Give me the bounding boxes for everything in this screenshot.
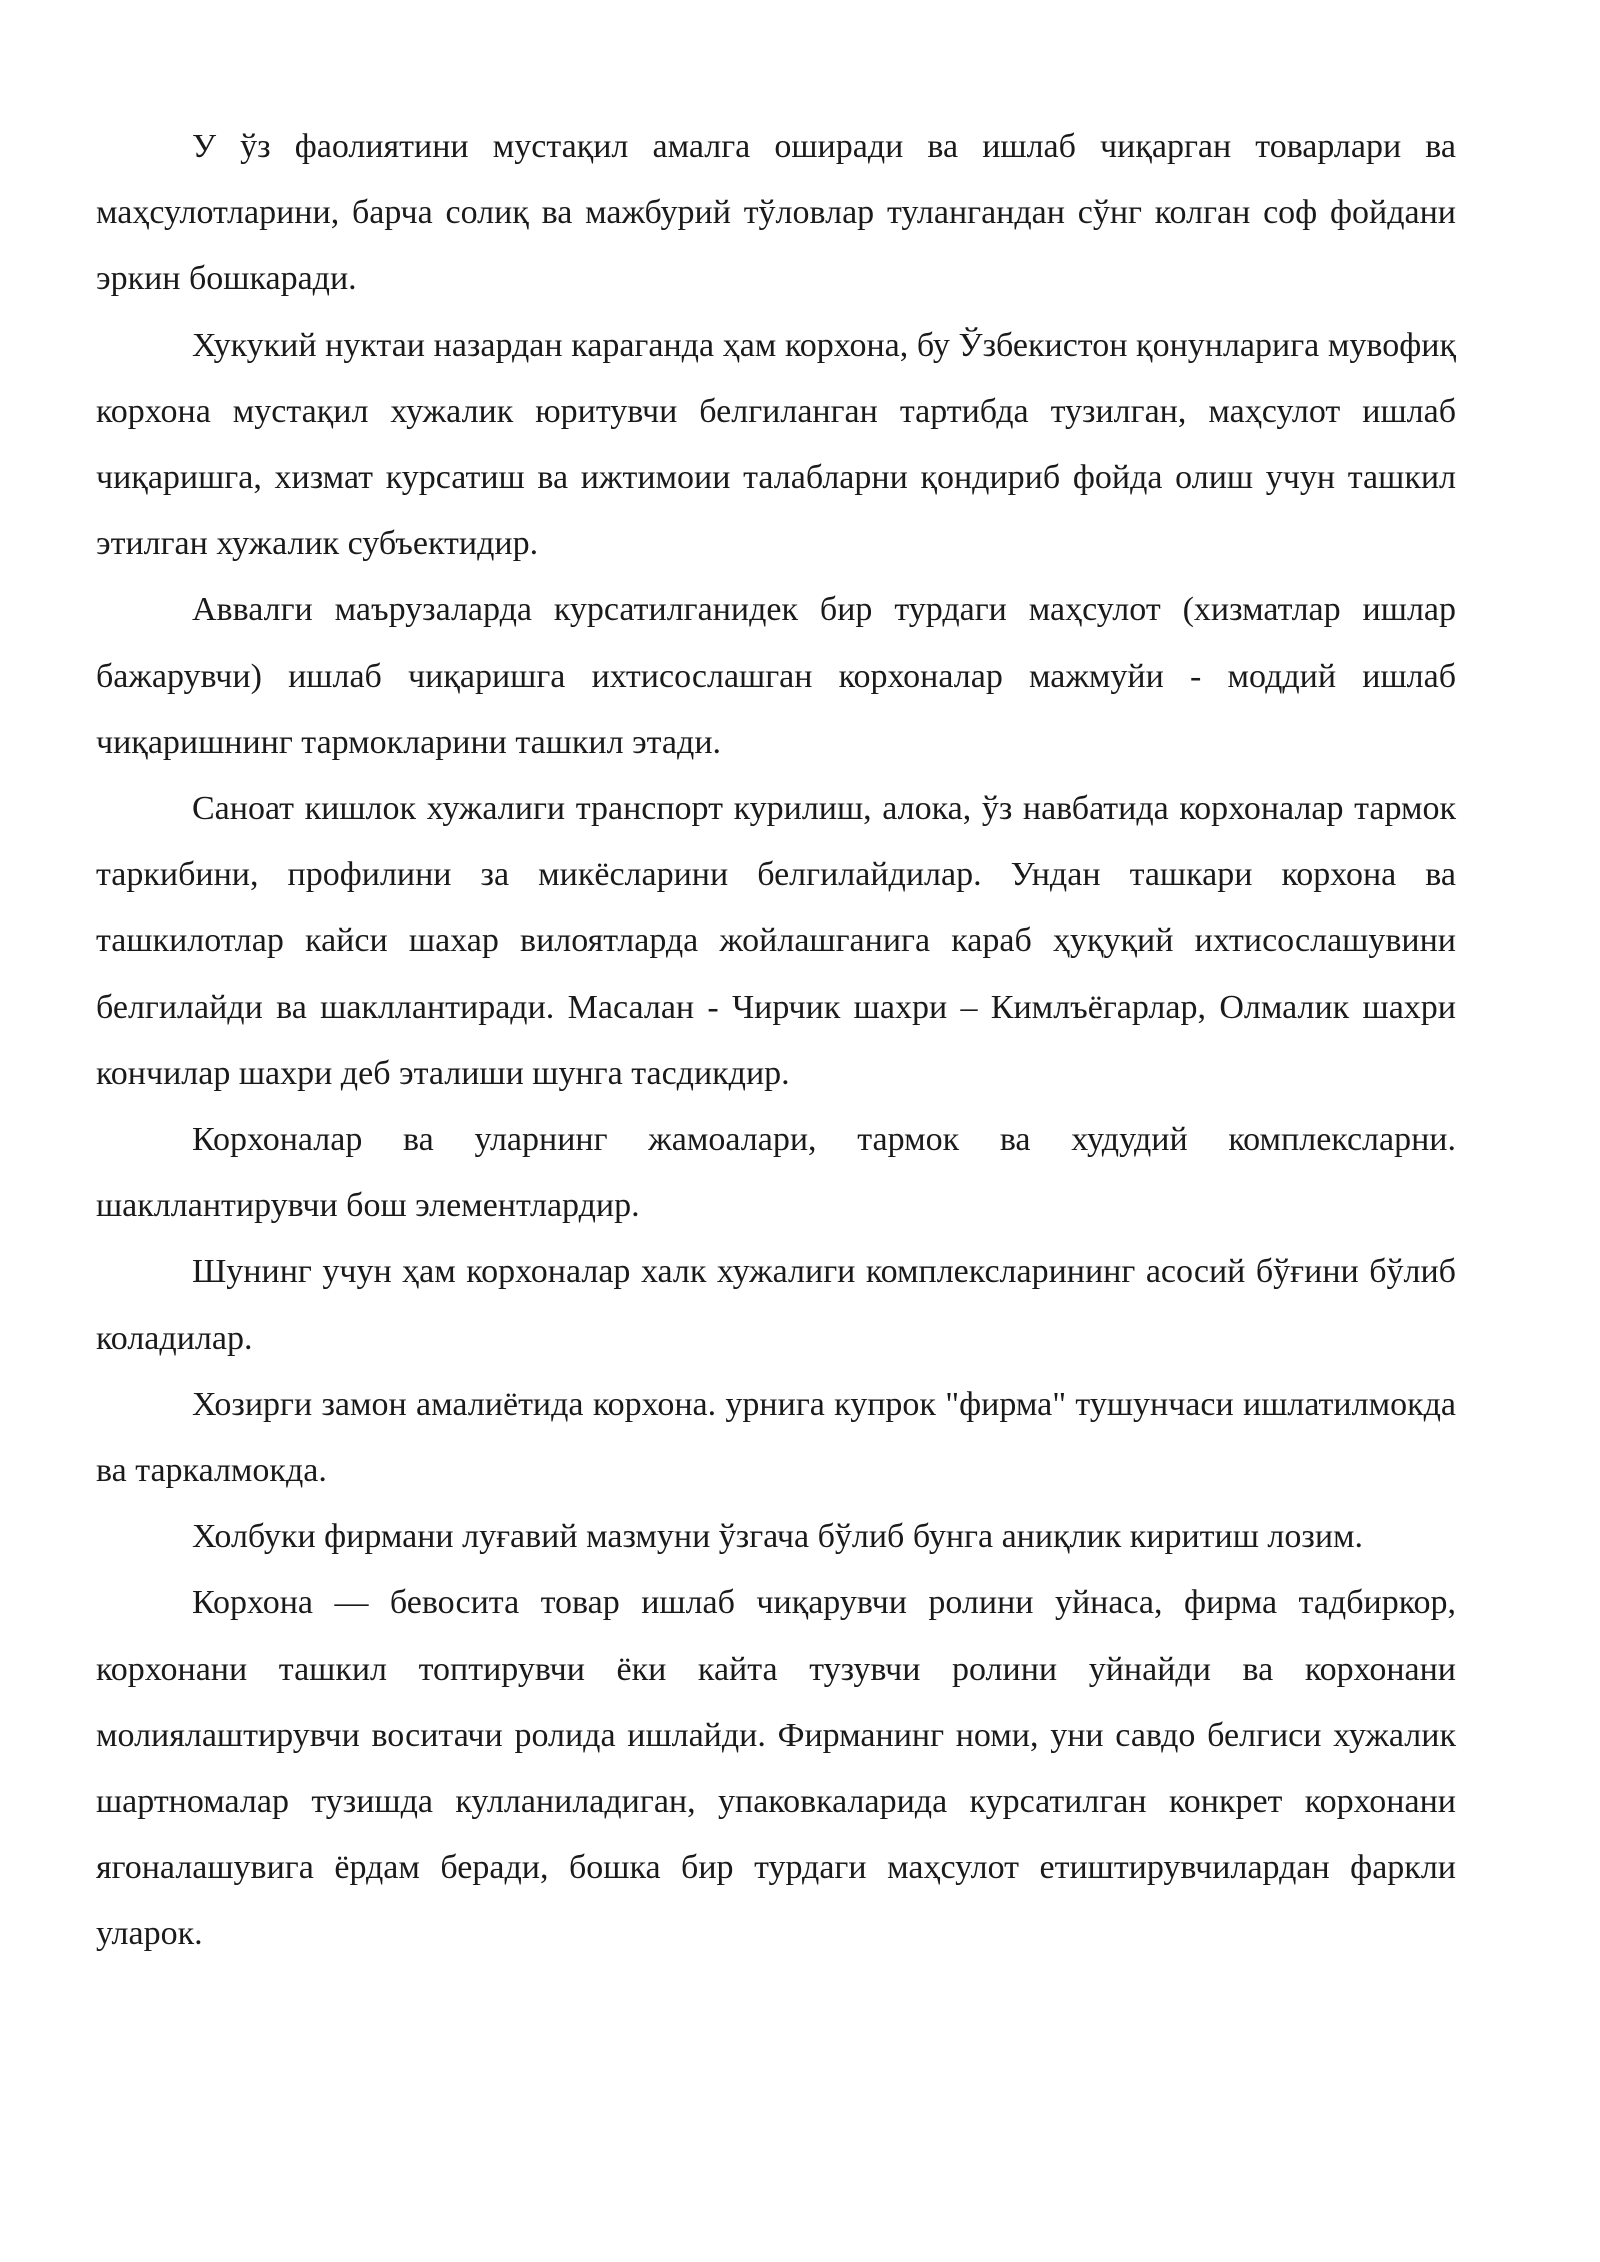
paragraph-3: Аввалги маърузаларда курсатилганидек бир турдаги маҳсулот (хизматлар ишлар бажарувчи) ишлаб чиқаришга ихтисослашган корхоналар мажмуйи - моддий ишлаб чиқаришнинг тармокларини ташкил этади. xyxy=(96,591,1456,761)
document-body xyxy=(96,114,1456,1968)
paragraph-8: Холбуки фирмани луғавий мазмуни ўзгача бўлиб бунга аниқлик киритиш лозим. xyxy=(192,1518,1364,1556)
paragraph-9: Корхона — бевосита товар ишлаб чиқарувчи ролини уйнаса, фирма тадбиркор, корхонани ташкил топтирувчи ёки кайта тузувчи ролини уйнайди ва корхонани молиялаштирувчи воситачи ролида ишлайди. Фирманинг номи, уни савдо белгиси хужалик шартномалар тузишда кулланиладиган, упаковкаларида курсатилган конкрет корхонани ягоналашувига ёрдам беради, бошка бир турдаги маҳсулот етиштирувчилардан фаркли уларок. xyxy=(96,1584,1456,1953)
paragraph-7: Хозирги замон амалиётида корхона. урнига купрок "фирма" тушунчаси ишлатилмокда ва таркалмокда. xyxy=(96,1385,1456,1490)
paragraph-6: Шунинг учун ҳам корхоналар халк хужалиги комплексларининг асосий бўғини бўлиб коладилар. xyxy=(96,1253,1456,1357)
paragraph-1: У ўз фаолиятини мустақил амалга оширади ва ишлаб чиқарган товарлари ва маҳсулотларини, барча солиқ ва мажбурий тўловлар тулангандан сўнг колган соф фойдани эркин бошкаради. xyxy=(96,128,1456,298)
paragraph-2: Хукукий нуктаи назардан караганда ҳам корхона, бу Ўзбекистон қонунларига мувофиқ корхона мустақил хужалик юритувчи белгиланган тартибда тузилган, маҳсулот ишлаб чиқаришга, хизмат курсатиш ва ижтимоии талабларни қондириб фойда олиш учун ташкил этилган хужалик субъектидир. xyxy=(96,326,1456,563)
paragraph-4: Саноат кишлок хужалиги транспорт курилиш, алока, ўз навбатида корхоналар тармок таркибини, профилини за микёсларини белгилайдилар. Ундан ташкари корхона ва ташкилотлар кайси шахар вилоятларда жойлашганига караб ҳуқуқий ихтисослашувини белгилайди ва шакллантиради. Масалан - Чирчик шахри – Кимлъёгарлар, Олмалик шахри кончилар шахри деб эталиши шунга тасдикдир. xyxy=(96,790,1456,1092)
paragraph-5: Корхоналар ва уларнинг жамоалари, тармок ва худудий комплексларни. шакллантирувчи бош элементлардир. xyxy=(96,1121,1456,1225)
